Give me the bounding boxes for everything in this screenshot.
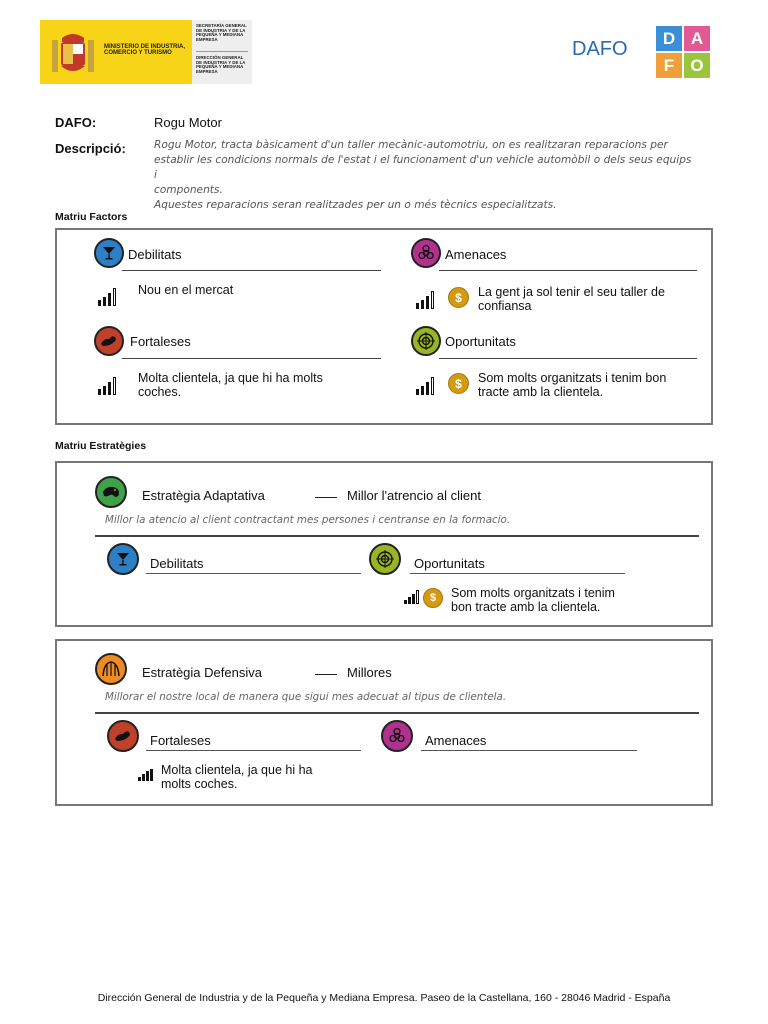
- signal-bars-icon: [404, 590, 419, 604]
- divider: [95, 535, 699, 537]
- cocktail-icon: [107, 543, 139, 575]
- dash: [315, 497, 337, 498]
- item-line: molts coches.: [161, 776, 238, 791]
- cocktail-icon: [94, 238, 124, 268]
- item-line: bon tracte amb la clientela.: [451, 599, 601, 614]
- factor-oportunitats-item: [478, 372, 666, 399]
- factor-oportunitats-label: Oportunitats: [445, 334, 516, 349]
- signal-bars-icon: [138, 767, 153, 781]
- signal-bars-icon: [98, 377, 116, 395]
- page-title: DAFO: [572, 38, 628, 60]
- description-line: components.: [154, 184, 223, 196]
- dafo-label: DAFO:: [55, 115, 97, 130]
- strategy-adaptativa-name: Millor l'atrencio al client: [347, 488, 481, 503]
- coin-icon: $: [423, 588, 443, 608]
- divider: [146, 573, 361, 574]
- divider: [421, 750, 637, 751]
- strategy-adaptativa-col2: Oportunitats: [414, 556, 485, 571]
- strategy-adaptativa-desc: Millor la atencio al client contractant mes persones i centranse en la formacio.: [105, 514, 511, 526]
- item-line: La gent ja sol tenir el seu taller de: [478, 285, 665, 299]
- spain-coat-of-arms-icon: [46, 26, 100, 80]
- dafo-logo-f: F: [656, 53, 682, 78]
- strong-arm-icon: [107, 720, 139, 752]
- description-line: Rogu Motor, tracta bàsicament d'un taller mecànic-automotriu, on es realitzaran reparacions per: [154, 139, 668, 151]
- item-line: tracte amb la clientela.: [478, 384, 604, 399]
- armadillo-icon: [95, 653, 127, 685]
- target-icon: [411, 326, 441, 356]
- item-line: Som molts organitzats i tenim: [451, 586, 615, 600]
- factor-debilitats-item: Nou en el mercat: [138, 283, 234, 297]
- item-line: Som molts organitzats i tenim bon: [478, 371, 667, 385]
- divider: [439, 358, 697, 359]
- dafo-logo-o: O: [684, 53, 710, 78]
- divider: [95, 712, 699, 714]
- item-line: Molta clientela, ja que hi ha molts: [138, 371, 323, 385]
- description-text: [154, 138, 694, 213]
- divider: [122, 270, 381, 271]
- factor-debilitats-label: Debilitats: [128, 247, 182, 262]
- secretaria-name: SECRETARÍA GENERAL DE INDUSTRIA Y DE LA PEQUEÑA Y MEDIANA EMPRESA: [196, 23, 247, 42]
- strategy-defensiva-col2: Amenaces: [425, 733, 487, 748]
- description-line: Aquestes reparacions seran realitzades per un o més tècnics especialitzats.: [154, 199, 557, 211]
- strong-arm-icon: [94, 326, 124, 356]
- strategy-defensiva-name: Millores: [347, 665, 392, 680]
- item-line: coches.: [138, 384, 182, 399]
- signal-bars-icon: [98, 288, 116, 306]
- divider: [122, 358, 381, 359]
- divider: [439, 270, 697, 271]
- dafo-logo-a: A: [684, 26, 710, 51]
- chameleon-icon: [95, 476, 127, 508]
- section-title-estrategies: Matriu Estratègies: [55, 440, 147, 452]
- strategy-defensiva-item: [161, 764, 312, 791]
- divider: [146, 750, 361, 751]
- dafo-logo-d: D: [656, 26, 682, 51]
- strategy-defensiva-title: Estratègia Defensiva: [142, 665, 262, 680]
- dafo-logo: [656, 26, 710, 78]
- strategy-defensiva-desc: Millorar el nostre local de manera que sigui mes adecuat al tipus de clientela.: [105, 691, 507, 703]
- factor-fortaleses-label: Fortaleses: [130, 334, 191, 349]
- strategy-adaptativa-title: Estratègia Adaptativa: [142, 488, 265, 503]
- biohazard-icon: [411, 238, 441, 268]
- signal-bars-icon: [416, 291, 434, 309]
- factor-fortaleses-item: [138, 372, 323, 399]
- dash: [315, 674, 337, 675]
- description-label: Descripció:: [55, 141, 126, 156]
- description-line: establir les condicions normals de l'estat i el funcionament d'un vehicle automòbil o dels seus equips i: [154, 154, 692, 181]
- signal-bars-icon: [416, 377, 434, 395]
- target-icon: [369, 543, 401, 575]
- strategy-adaptativa-item: [451, 587, 615, 614]
- strategy-defensiva-col1: Fortaleses: [150, 733, 211, 748]
- strategy-adaptativa-col1: Debilitats: [150, 556, 204, 571]
- divider: [196, 51, 248, 52]
- item-line: Molta clientela, ja que hi ha: [161, 763, 313, 777]
- footer-address: Dirección General de Industria y de la Pequeña y Mediana Empresa. Paseo de la Castellana, 160 - 28046 Madrid - España: [97, 992, 671, 1004]
- biohazard-icon: [381, 720, 413, 752]
- direccion-name: DIRECCIÓN GENERAL DE INDUSTRIA Y DE LA PEQUEÑA Y MEDIANA EMPRESA: [196, 55, 246, 74]
- coin-icon: $: [448, 287, 469, 308]
- ministry-name: MINISTERIO DE INDUSTRIA, COMERCIO Y TURISMO: [104, 44, 186, 56]
- item-line: confiansa: [478, 298, 532, 313]
- divider: [410, 573, 625, 574]
- factor-amenaces-item: [478, 286, 665, 313]
- section-title-factors: Matriu Factors: [55, 211, 128, 223]
- coin-icon: $: [448, 373, 469, 394]
- factor-amenaces-label: Amenaces: [445, 247, 507, 262]
- dafo-value: Rogu Motor: [154, 115, 222, 130]
